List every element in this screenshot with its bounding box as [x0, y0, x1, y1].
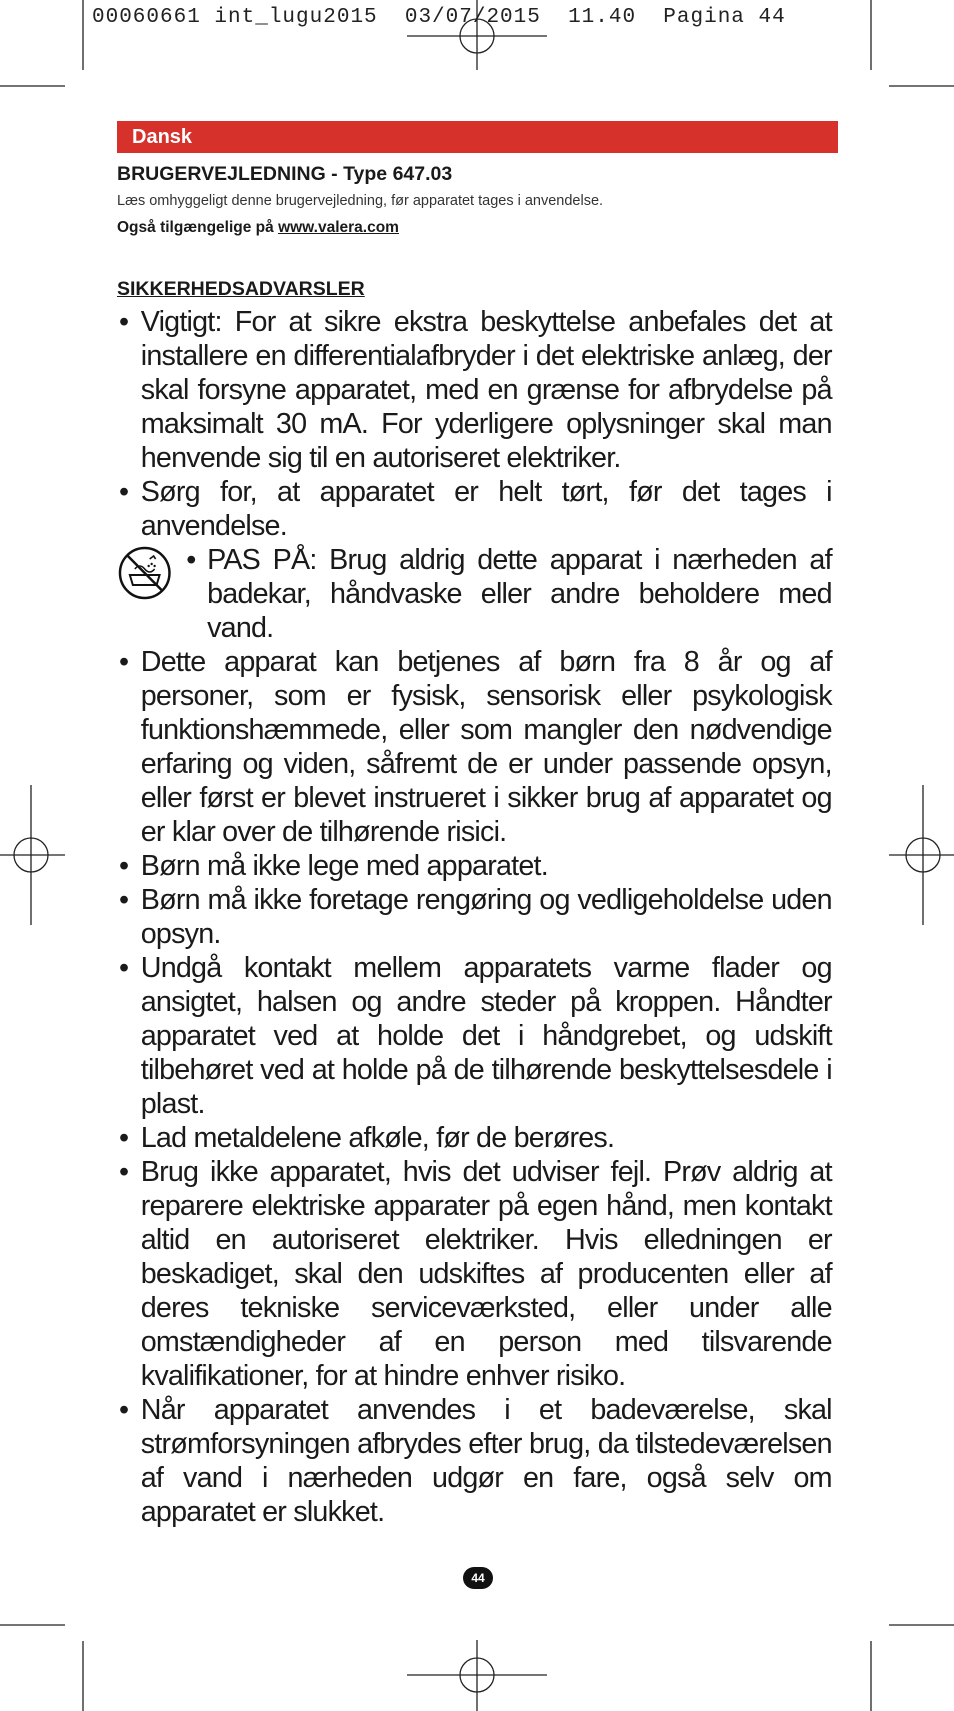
warning-text: Sørg for, at apparatet er helt tørt, før det tages i anvendelse.: [140, 476, 832, 542]
bullet: •: [118, 952, 129, 984]
warning-text: PAS PÅ: Brug aldrig dette apparat i nærheden af badekar, håndvaske eller andre beholdere med vand.: [207, 544, 832, 644]
warning-text: Børn må ikke foretage rengøring og vedligeholdelse uden opsyn.: [140, 884, 832, 950]
bullet: •: [118, 306, 129, 338]
bullet: •: [118, 476, 129, 508]
warning-item: [117, 883, 832, 951]
manual-title: BRUGERVEJLEDNING - Type 647.03: [117, 163, 453, 185]
bullet: •: [118, 1122, 129, 1154]
warning-text: Når apparatet anvendes i et badeværelse, skal strømforsyningen afbrydes efter brug, da tilstedeværelsen af vand i nærheden udgør en fare, også selv om apparatet er slukket.: [140, 1394, 832, 1528]
warning-item-bath: [117, 543, 832, 645]
bullet: •: [118, 1156, 129, 1188]
warning-list: [117, 305, 839, 1529]
warning-text: Brug ikke apparatet, hvis det udviser fejl. Prøv aldrig at reparere elektriske apparater på egen hånd, men kontakt altid en autoriseret elektriker. Hvis elledningen er beskadiget, skal den udskiftes af producenten eller af deres tekniske serviceværksted, eller under alle omstændigheder af en person med tilsvarende kvalifikationer, for at hindre enhver risiko.: [140, 1156, 832, 1392]
warning-item: [117, 951, 832, 1121]
warning-item: [117, 1393, 832, 1529]
warning-item: [117, 1155, 832, 1393]
warning-text: Undgå kontakt mellem apparatets varme flader og ansigtet, halsen og andre steder på kroppen. Håndter apparatet ved at holde det i håndgrebet, og udskift tilbehøret ved at holde på de tilhørende beskyttelsesdele i plast.: [140, 952, 832, 1120]
warning-item: [117, 1121, 832, 1155]
also-available-line: [117, 219, 399, 237]
warning-item: [117, 475, 832, 543]
print-header: 00060661 int_lugu2015 03/07/2015 11.40 Pagina 44: [92, 6, 786, 29]
warning-item: [117, 849, 832, 883]
bullet: •: [186, 544, 196, 576]
language-header: Dansk: [117, 121, 838, 153]
page-number: 44: [463, 1567, 493, 1589]
warning-item: [117, 645, 832, 849]
bullet: •: [118, 850, 129, 882]
section-heading: SIKKERHEDSADVARSLER: [117, 278, 365, 300]
bullet: •: [118, 1394, 129, 1426]
no-bathtub-icon: [117, 545, 172, 601]
bullet: •: [118, 646, 129, 678]
bullet: •: [118, 884, 129, 916]
warning-text: Lad metaldelene afkøle, før de berøres.: [140, 1122, 615, 1154]
warning-text: Børn må ikke lege med apparatet.: [140, 850, 548, 882]
intro-text: Læs omhyggeligt denne brugervejledning, før apparatet tages i anvendelse.: [117, 193, 604, 209]
warning-item: [117, 305, 832, 475]
warning-text: Vigtigt: For at sikre ekstra beskyttelse anbefales det at installere en differentialafbryder i det elektriske anlæg, der skal forsyne apparatet, med en grænse for afbrydelse på maksimalt 30 mA. For yderligere oplysninger skal man henvende sig til en autoriseret elektriker.: [140, 306, 832, 474]
website-link[interactable]: www.valera.com: [278, 219, 399, 236]
also-available-label: Også tilgængelige på: [117, 219, 274, 236]
warning-text: Dette apparat kan betjenes af børn fra 8 år og af personer, som er fysisk, sensorisk eller psykologisk funktionshæmmede, eller som mangler den nødvendige erfaring og viden, såfremt de er under passende opsyn, eller først er blevet instrueret i sikker brug af apparatet og er klar over de tilhørende risici.: [140, 646, 832, 848]
